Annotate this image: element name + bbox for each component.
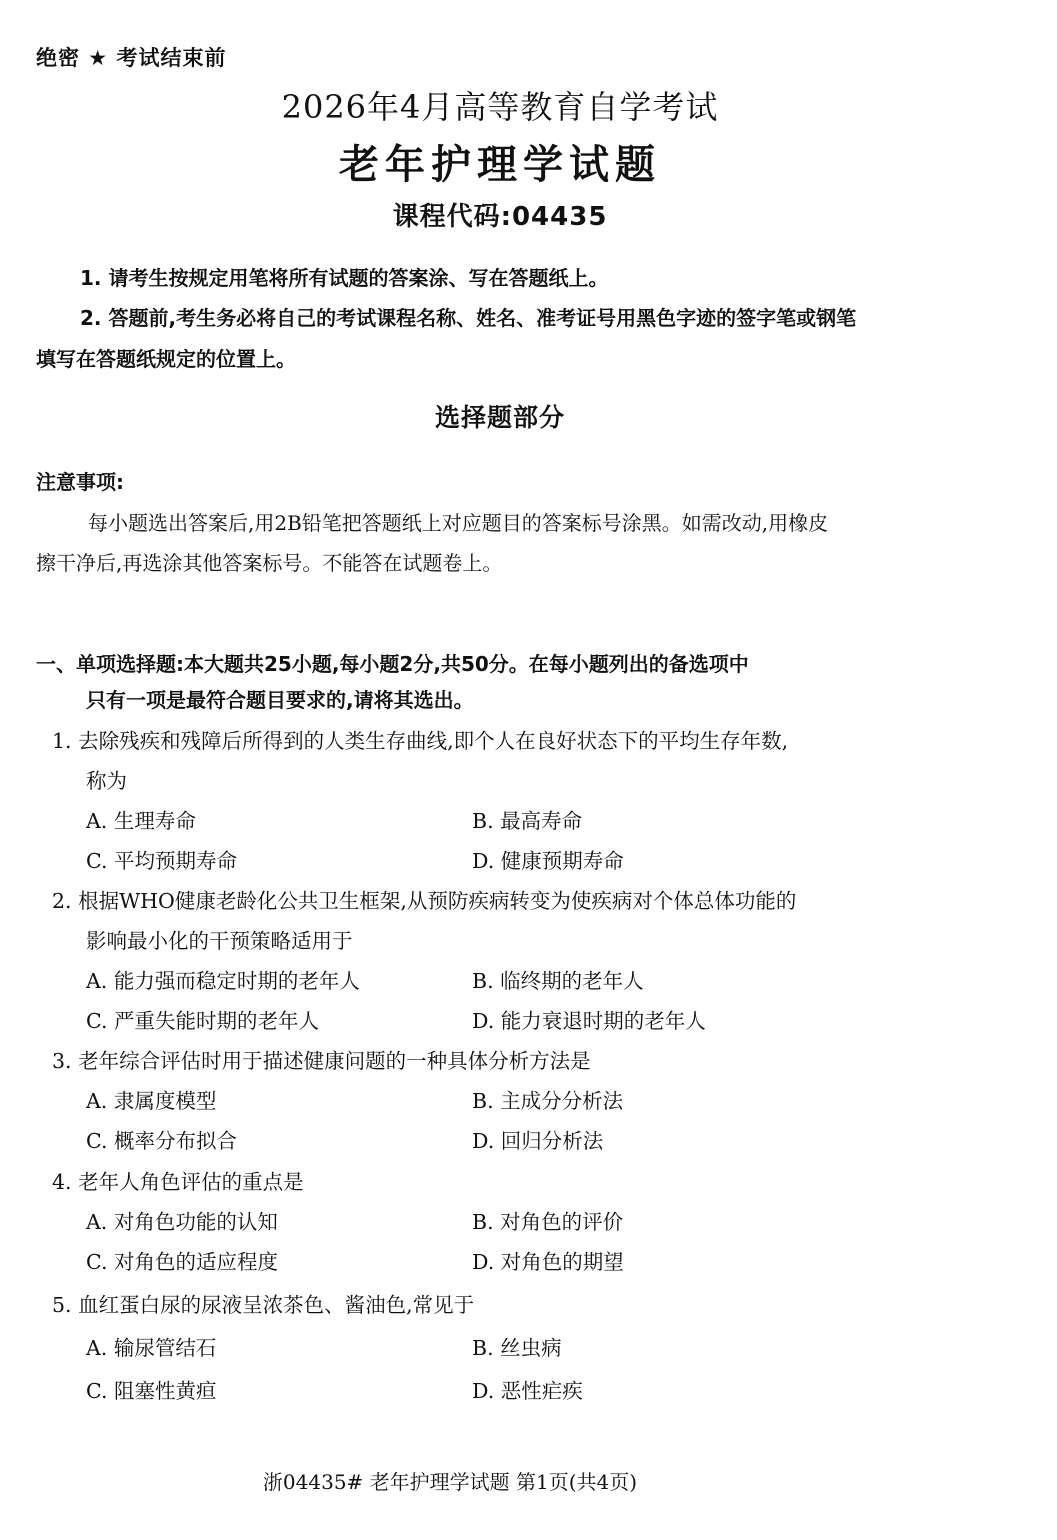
part1-heading-line1: 一、单项选择题:本大题共25小题,每小题2分,共50分。在每小题列出的备选项中 (36, 652, 749, 676)
question-2-option-b: B. 临终期的老年人 (472, 969, 644, 993)
question-1-line1: 1. 去除残疾和残障后所得到的人类生存曲线,即个人在良好状态下的平均生存年数, (52, 729, 789, 753)
course-code: 课程代码:04435 (392, 202, 608, 232)
question-3-line1: 3. 老年综合评估时用于描述健康问题的一种具体分析方法是 (52, 1049, 591, 1073)
question-4-option-d: D. 对角色的期望 (472, 1250, 624, 1274)
question-5-line1: 5. 血红蛋白尿的尿液呈浓茶色、酱油色,常见于 (52, 1293, 475, 1317)
subject-title: 老年护理学试题 (339, 142, 661, 188)
question-3-option-b: B. 主成分分析法 (472, 1089, 624, 1113)
question-4-line1: 4. 老年人角色评估的重点是 (52, 1170, 304, 1194)
part1-heading-line2: 只有一项是最符合题目要求的,请将其选出。 (86, 688, 474, 712)
notes-line-1: 每小题选出答案后,用2B铅笔把答题纸上对应题目的答案标号涂黑。如需改动,用橡皮 (88, 511, 829, 535)
question-2-line1: 2. 根据WHO健康老龄化公共卫生框架,从预防疾病转变为使疾病对个体总体功能的 (52, 889, 797, 913)
question-1-option-b: B. 最高寿命 (472, 809, 583, 833)
question-3-option-d: D. 回归分析法 (472, 1129, 604, 1153)
question-4-option-b: B. 对角色的评价 (472, 1210, 624, 1234)
question-3-option-a: A. 隶属度模型 (86, 1089, 217, 1113)
question-5-option-c: C. 阻塞性黄疸 (86, 1379, 217, 1403)
question-4-option-c: C. 对角色的适应程度 (86, 1250, 278, 1274)
question-1-option-c: C. 平均预期寿命 (86, 849, 237, 873)
question-1-option-a: A. 生理寿命 (86, 809, 196, 833)
exam-title: 2026年4月高等教育自学考试 (281, 88, 719, 126)
instruction-1: 1. 请考生按规定用笔将所有试题的答案涂、写在答题纸上。 (80, 266, 609, 290)
confidential-label: 绝密 ★ 考试结束前 (36, 46, 227, 70)
question-2-line2: 影响最小化的干预策略适用于 (86, 929, 353, 953)
notes-line-2: 擦干净后,再选涂其他答案标号。不能答在试题卷上。 (36, 551, 503, 575)
question-3-option-c: C. 概率分布拟合 (86, 1129, 237, 1153)
page-footer: 浙04435# 老年护理学试题 第1页(共4页) (262, 1470, 638, 1494)
instruction-2-line1: 2. 答题前,考生务必将自己的考试课程名称、姓名、准考证号用黑色字迹的签字笔或钢笔 (80, 306, 857, 330)
question-2-option-c: C. 严重失能时期的老年人 (86, 1009, 319, 1033)
question-5-option-b: B. 丝虫病 (472, 1336, 562, 1360)
question-4-option-a: A. 对角色功能的认知 (86, 1210, 278, 1234)
question-5-option-d: D. 恶性疟疾 (472, 1379, 583, 1403)
notes-heading: 注意事项: (36, 470, 124, 494)
section-title: 选择题部分 (434, 403, 565, 432)
question-1-line2: 称为 (86, 769, 127, 793)
question-1-option-d: D. 健康预期寿命 (472, 849, 624, 873)
question-2-option-d: D. 能力衰退时期的老年人 (472, 1009, 706, 1033)
instruction-2-line2: 填写在答题纸规定的位置上。 (36, 347, 296, 371)
question-5-option-a: A. 输尿管结石 (86, 1336, 217, 1360)
question-2-option-a: A. 能力强而稳定时期的老年人 (86, 969, 360, 993)
